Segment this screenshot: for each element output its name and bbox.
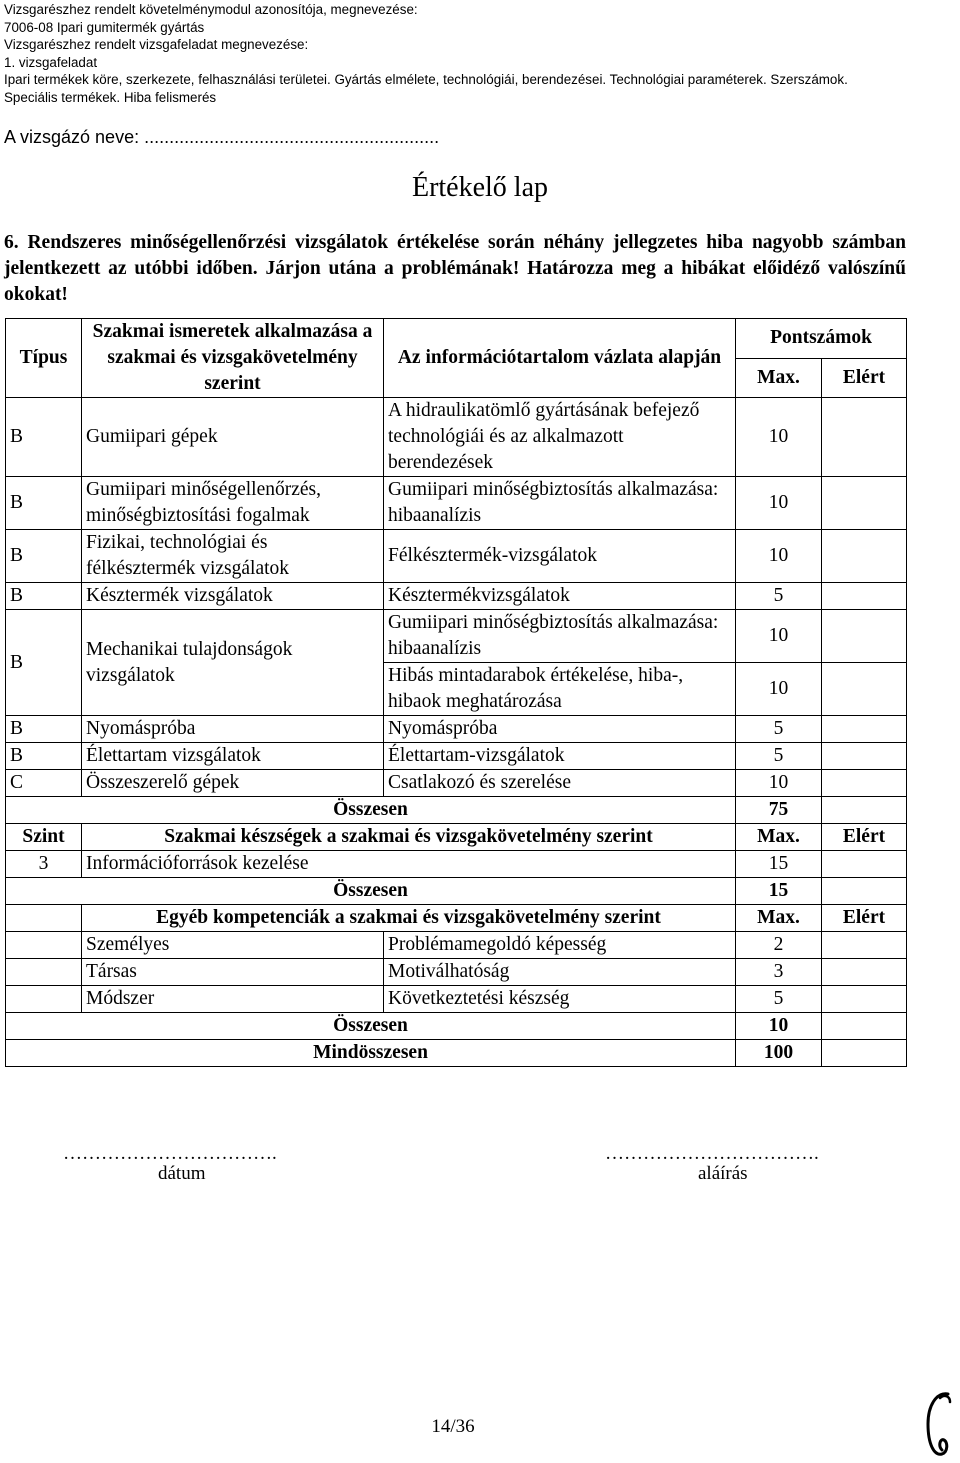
topic-cell: Nyomáspróba xyxy=(82,716,384,743)
date-line: ……………………………. xyxy=(63,1143,277,1164)
empty-cell xyxy=(6,986,82,1013)
grand-total-label: Mindösszesen xyxy=(6,1040,736,1067)
handwritten-initial xyxy=(918,1388,958,1460)
achieved-points-cell[interactable] xyxy=(822,477,907,530)
column-header-type: Típus xyxy=(6,319,82,398)
header-line: Vizsgarészhez rendelt vizsgafeladat megnevezése: xyxy=(4,37,309,53)
signature-line: ……………………………. xyxy=(605,1143,819,1164)
section-header-row xyxy=(6,905,907,932)
type-cell: B xyxy=(6,398,82,477)
table-row xyxy=(6,530,907,583)
type-cell: B xyxy=(6,477,82,530)
empty-cell xyxy=(6,932,82,959)
achieved-points-cell[interactable] xyxy=(822,770,907,797)
content-cell: Csatlakozó és szerelése xyxy=(384,770,736,797)
header-line: 1. vizsgafeladat xyxy=(4,54,98,70)
column-header-max: Max. xyxy=(736,905,822,932)
achieved-points-cell[interactable] xyxy=(822,610,907,663)
skill-cell: Információforrások kezelése xyxy=(82,851,736,878)
subtotal-row xyxy=(6,1013,907,1040)
max-points-cell: 5 xyxy=(736,743,822,770)
competency-cell: Motiválhatóság xyxy=(384,959,736,986)
achieved-points-cell[interactable] xyxy=(822,716,907,743)
subtotal-max: 10 xyxy=(736,1013,822,1040)
type-cell: C xyxy=(6,770,82,797)
type-cell: B xyxy=(6,610,82,716)
column-header-points: Pontszámok xyxy=(736,319,907,359)
subtotal-label: Összesen xyxy=(6,1013,736,1040)
content-cell: A hidraulikatömlő gyártásának befejező technológiái és az alkalmazott berendezések xyxy=(384,398,736,477)
achieved-points-cell[interactable] xyxy=(822,932,907,959)
page-title: Értékelő lap xyxy=(411,172,549,203)
subtotal-row xyxy=(6,878,907,905)
header-line: 7006-08 Ipari gumitermék gyártás xyxy=(4,19,205,35)
subtotal-row xyxy=(6,797,907,824)
table-row xyxy=(6,610,907,663)
grand-total-achieved[interactable] xyxy=(822,1040,907,1067)
max-points-cell: 10 xyxy=(736,530,822,583)
subtotal-label: Összesen xyxy=(6,797,736,824)
max-points-cell: 15 xyxy=(736,851,822,878)
achieved-points-cell[interactable] xyxy=(822,851,907,878)
subtotal-achieved[interactable] xyxy=(822,797,907,824)
empty-cell xyxy=(6,905,82,932)
content-cell: Nyomáspróba xyxy=(384,716,736,743)
subtotal-label: Összesen xyxy=(6,878,736,905)
content-cell: Élettartam-vizsgálatok xyxy=(384,743,736,770)
topic-cell: Gumiipari minőségellenőrzés, minőségbiztosítási fogalmak xyxy=(82,477,384,530)
page-number: 14/36 xyxy=(431,1416,475,1437)
column-header-max: Max. xyxy=(736,358,822,398)
date-label: dátum xyxy=(158,1163,206,1184)
type-cell: B xyxy=(6,743,82,770)
achieved-points-cell[interactable] xyxy=(822,530,907,583)
achieved-points-cell[interactable] xyxy=(822,398,907,477)
competency-kind-cell: Személyes xyxy=(82,932,384,959)
header-line: Ipari termékek köre, szerkezete, felhasználási területei. Gyártás elmélete, technológiái, berendezései. Technológiai paraméterek. Szerszámok. xyxy=(4,72,848,88)
table-row xyxy=(6,398,907,477)
examinee-name-line: A vizsgázó neve: ........................................................... xyxy=(4,127,440,147)
max-points-cell: 10 xyxy=(736,770,822,797)
achieved-points-cell[interactable] xyxy=(822,959,907,986)
table-row xyxy=(6,770,907,797)
header-line: Speciális termékek. Hiba felismerés xyxy=(4,89,217,105)
competency-cell: Problémamegoldó képesség xyxy=(384,932,736,959)
topic-cell: Fizikai, technológiai és félkésztermék vizsgálatok xyxy=(82,530,384,583)
achieved-points-cell[interactable] xyxy=(822,663,907,716)
table-row xyxy=(6,477,907,530)
grand-total-row xyxy=(6,1040,907,1067)
grand-total-max: 100 xyxy=(736,1040,822,1067)
type-cell: B xyxy=(6,716,82,743)
subtotal-max: 75 xyxy=(736,797,822,824)
section-header-row xyxy=(6,824,907,851)
column-header-content: Az információtartalom vázlata alapján xyxy=(384,319,736,398)
column-header-achieved: Elért xyxy=(822,905,907,932)
max-points-cell: 5 xyxy=(736,583,822,610)
max-points-cell: 2 xyxy=(736,932,822,959)
type-cell: B xyxy=(6,530,82,583)
competency-cell: Következtetési készség xyxy=(384,986,736,1013)
section-header-skills: Szakmai készségek a szakmai és vizsgakövetelmény szerint xyxy=(82,824,736,851)
column-header-level: Szint xyxy=(6,824,82,851)
column-header-achieved: Elért xyxy=(822,824,907,851)
max-points-cell: 3 xyxy=(736,959,822,986)
max-points-cell: 5 xyxy=(736,986,822,1013)
achieved-points-cell[interactable] xyxy=(822,743,907,770)
type-cell: B xyxy=(6,583,82,610)
table-header-row xyxy=(6,319,907,359)
content-cell: Gumiipari minőségbiztosítás alkalmazása: hibaanalízis xyxy=(384,610,736,663)
section-header-competencies: Egyéb kompetenciák a szakmai és vizsgakövetelmény szerint xyxy=(82,905,736,932)
max-points-cell: 10 xyxy=(736,663,822,716)
table-row xyxy=(6,716,907,743)
max-points-cell: 10 xyxy=(736,610,822,663)
header-line: Vizsgarészhez rendelt követelménymodul azonosítója, megnevezése: xyxy=(4,2,418,17)
content-cell: Gumiipari minőségbiztosítás alkalmazása: hibaanalízis xyxy=(384,477,736,530)
column-header-achieved: Elért xyxy=(822,358,907,398)
max-points-cell: 5 xyxy=(736,716,822,743)
table-row xyxy=(6,986,907,1013)
topic-cell: Gumiipari gépek xyxy=(82,398,384,477)
topic-cell: Késztermék vizsgálatok xyxy=(82,583,384,610)
subtotal-achieved[interactable] xyxy=(822,878,907,905)
evaluation-table xyxy=(5,318,907,1067)
level-cell: 3 xyxy=(6,851,82,878)
empty-cell xyxy=(6,959,82,986)
signature-label: aláírás xyxy=(698,1163,748,1184)
achieved-points-cell[interactable] xyxy=(822,986,907,1013)
column-header-max: Max. xyxy=(736,824,822,851)
table-row xyxy=(6,851,907,878)
content-cell: Késztermékvizsgálatok xyxy=(384,583,736,610)
table-row xyxy=(6,959,907,986)
document-header xyxy=(4,1,954,107)
task-description: 6. Rendszeres minőségellenőrzési vizsgálatok értékelése során néhány jellegzetes hiba nagyobb számban jelentkezett az utóbbi időben. Járjon utána a problémának! Határozza meg a hibákat előidéző valószínű okokat! xyxy=(4,232,906,305)
competency-kind-cell: Módszer xyxy=(82,986,384,1013)
column-header-knowledge: Szakmai ismeretek alkalmazása a szakmai és vizsgakövetelmény szerint xyxy=(82,319,384,398)
achieved-points-cell[interactable] xyxy=(822,583,907,610)
topic-cell: Élettartam vizsgálatok xyxy=(82,743,384,770)
table-row xyxy=(6,932,907,959)
max-points-cell: 10 xyxy=(736,477,822,530)
max-points-cell: 10 xyxy=(736,398,822,477)
topic-cell: Összeszerelő gépek xyxy=(82,770,384,797)
content-cell: Félkésztermék-vizsgálatok xyxy=(384,530,736,583)
table-row xyxy=(6,743,907,770)
content-cell: Hibás mintadarabok értékelése, hiba-, hibaok meghatározása xyxy=(384,663,736,716)
competency-kind-cell: Társas xyxy=(82,959,384,986)
subtotal-max: 15 xyxy=(736,878,822,905)
subtotal-achieved[interactable] xyxy=(822,1013,907,1040)
topic-cell: Mechanikai tulajdonságok vizsgálatok xyxy=(82,610,384,716)
table-row xyxy=(6,583,907,610)
